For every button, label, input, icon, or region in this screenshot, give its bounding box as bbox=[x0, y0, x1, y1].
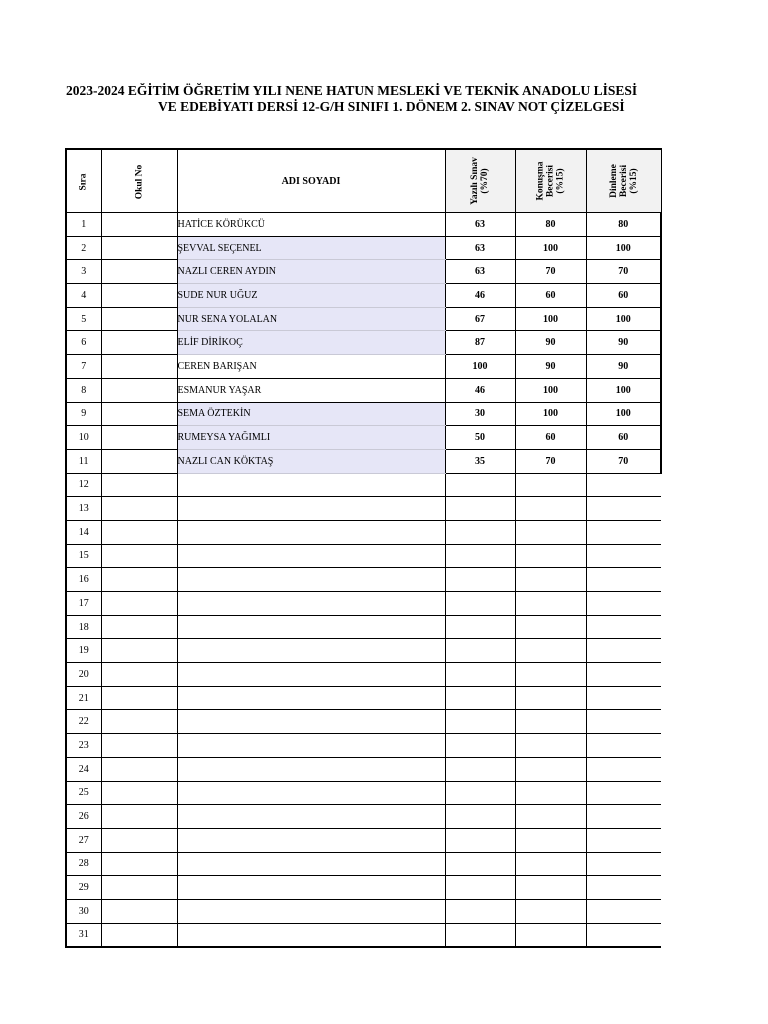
row-dinleme-grade bbox=[586, 497, 661, 521]
row-okul-no bbox=[101, 663, 177, 687]
row-konusma-grade bbox=[515, 923, 586, 947]
row-sira: 13 bbox=[66, 497, 101, 521]
row-yazili-grade bbox=[445, 615, 515, 639]
row-konusma-grade: 80 bbox=[515, 213, 586, 237]
table-row bbox=[66, 355, 661, 379]
row-student-name bbox=[177, 923, 445, 947]
row-yazili-grade bbox=[445, 663, 515, 687]
row-dinleme-grade bbox=[586, 568, 661, 592]
row-konusma-grade bbox=[515, 734, 586, 758]
row-student-name: NAZLI CEREN AYDIN bbox=[177, 260, 445, 284]
row-konusma-grade bbox=[515, 568, 586, 592]
row-yazili-grade bbox=[445, 852, 515, 876]
row-yazili-grade: 46 bbox=[445, 284, 515, 308]
row-student-name bbox=[177, 852, 445, 876]
table-row bbox=[66, 876, 661, 900]
row-dinleme-grade bbox=[586, 781, 661, 805]
table-row bbox=[66, 284, 661, 308]
row-yazili-grade bbox=[445, 923, 515, 947]
row-okul-no bbox=[101, 852, 177, 876]
row-yazili-grade: 30 bbox=[445, 402, 515, 426]
row-okul-no bbox=[101, 781, 177, 805]
row-okul-no bbox=[101, 828, 177, 852]
header-konusma-becerisi: Konuşma Becerisi (%15) bbox=[515, 149, 586, 213]
table-row bbox=[66, 592, 661, 616]
table-row bbox=[66, 378, 661, 402]
table-row bbox=[66, 307, 661, 331]
table-row bbox=[66, 734, 661, 758]
row-konusma-grade bbox=[515, 686, 586, 710]
row-sira: 22 bbox=[66, 710, 101, 734]
row-konusma-grade bbox=[515, 876, 586, 900]
row-okul-no bbox=[101, 520, 177, 544]
row-konusma-grade: 100 bbox=[515, 307, 586, 331]
table-row bbox=[66, 260, 661, 284]
table-row bbox=[66, 899, 661, 923]
row-sira: 9 bbox=[66, 402, 101, 426]
row-sira: 28 bbox=[66, 852, 101, 876]
row-sira: 7 bbox=[66, 355, 101, 379]
row-konusma-grade: 100 bbox=[515, 236, 586, 260]
row-student-name bbox=[177, 781, 445, 805]
row-konusma-grade bbox=[515, 544, 586, 568]
row-yazili-grade: 63 bbox=[445, 236, 515, 260]
table-row bbox=[66, 236, 661, 260]
row-sira: 12 bbox=[66, 473, 101, 497]
row-konusma-grade: 70 bbox=[515, 260, 586, 284]
row-yazili-grade bbox=[445, 734, 515, 758]
row-sira: 23 bbox=[66, 734, 101, 758]
header-adi-soyadi: ADI SOYADI bbox=[177, 149, 445, 213]
row-okul-no bbox=[101, 213, 177, 237]
row-yazili-grade: 46 bbox=[445, 378, 515, 402]
row-okul-no bbox=[101, 497, 177, 521]
row-dinleme-grade bbox=[586, 544, 661, 568]
row-dinleme-grade: 100 bbox=[586, 378, 661, 402]
row-okul-no bbox=[101, 757, 177, 781]
row-okul-no bbox=[101, 568, 177, 592]
row-sira: 21 bbox=[66, 686, 101, 710]
row-dinleme-grade bbox=[586, 734, 661, 758]
row-yazili-grade bbox=[445, 828, 515, 852]
row-okul-no bbox=[101, 876, 177, 900]
table-row bbox=[66, 828, 661, 852]
row-okul-no bbox=[101, 544, 177, 568]
row-yazili-grade bbox=[445, 639, 515, 663]
row-student-name: ŞEVVAL SEÇENEL bbox=[177, 236, 445, 260]
row-yazili-grade bbox=[445, 497, 515, 521]
table-row bbox=[66, 520, 661, 544]
row-sira: 6 bbox=[66, 331, 101, 355]
row-yazili-grade bbox=[445, 710, 515, 734]
row-student-name bbox=[177, 805, 445, 829]
row-sira: 24 bbox=[66, 757, 101, 781]
row-student-name: SUDE NUR UĞUZ bbox=[177, 284, 445, 308]
header-row bbox=[66, 149, 661, 213]
row-dinleme-grade bbox=[586, 686, 661, 710]
row-okul-no bbox=[101, 260, 177, 284]
row-yazili-grade: 67 bbox=[445, 307, 515, 331]
row-konusma-grade: 100 bbox=[515, 402, 586, 426]
row-dinleme-grade: 100 bbox=[586, 307, 661, 331]
header-sira: Sıra bbox=[66, 149, 101, 213]
row-yazili-grade bbox=[445, 592, 515, 616]
table-row bbox=[66, 402, 661, 426]
row-okul-no bbox=[101, 449, 177, 473]
row-student-name bbox=[177, 497, 445, 521]
row-yazili-grade bbox=[445, 899, 515, 923]
row-yazili-grade bbox=[445, 781, 515, 805]
table-row bbox=[66, 449, 661, 473]
table-row bbox=[66, 686, 661, 710]
header-okul-no: Okul No bbox=[101, 149, 177, 213]
row-dinleme-grade: 70 bbox=[586, 260, 661, 284]
row-sira: 27 bbox=[66, 828, 101, 852]
row-student-name bbox=[177, 639, 445, 663]
table-row bbox=[66, 781, 661, 805]
row-sira: 29 bbox=[66, 876, 101, 900]
row-okul-no bbox=[101, 639, 177, 663]
table-row bbox=[66, 639, 661, 663]
grade-sheet-table bbox=[65, 148, 662, 948]
row-konusma-grade: 100 bbox=[515, 378, 586, 402]
row-dinleme-grade bbox=[586, 710, 661, 734]
row-dinleme-grade bbox=[586, 473, 661, 497]
row-dinleme-grade: 100 bbox=[586, 236, 661, 260]
row-sira: 15 bbox=[66, 544, 101, 568]
row-student-name bbox=[177, 544, 445, 568]
table-row bbox=[66, 852, 661, 876]
row-okul-no bbox=[101, 734, 177, 758]
row-okul-no bbox=[101, 378, 177, 402]
row-yazili-grade bbox=[445, 544, 515, 568]
row-sira: 11 bbox=[66, 449, 101, 473]
row-student-name bbox=[177, 899, 445, 923]
row-yazili-grade bbox=[445, 876, 515, 900]
row-student-name bbox=[177, 734, 445, 758]
row-yazili-grade: 87 bbox=[445, 331, 515, 355]
row-student-name bbox=[177, 757, 445, 781]
row-okul-no bbox=[101, 236, 177, 260]
row-student-name bbox=[177, 828, 445, 852]
row-dinleme-grade: 60 bbox=[586, 284, 661, 308]
table-row bbox=[66, 663, 661, 687]
row-sira: 8 bbox=[66, 378, 101, 402]
row-okul-no bbox=[101, 592, 177, 616]
row-yazili-grade bbox=[445, 686, 515, 710]
row-okul-no bbox=[101, 284, 177, 308]
row-dinleme-grade bbox=[586, 592, 661, 616]
row-student-name: ESMANUR YAŞAR bbox=[177, 378, 445, 402]
row-okul-no bbox=[101, 402, 177, 426]
row-sira: 18 bbox=[66, 615, 101, 639]
row-okul-no bbox=[101, 426, 177, 450]
row-student-name bbox=[177, 710, 445, 734]
row-sira: 30 bbox=[66, 899, 101, 923]
row-student-name bbox=[177, 686, 445, 710]
table-row bbox=[66, 213, 661, 237]
row-sira: 2 bbox=[66, 236, 101, 260]
row-konusma-grade bbox=[515, 615, 586, 639]
row-dinleme-grade bbox=[586, 828, 661, 852]
row-yazili-grade bbox=[445, 473, 515, 497]
row-konusma-grade bbox=[515, 781, 586, 805]
row-dinleme-grade bbox=[586, 615, 661, 639]
row-konusma-grade: 90 bbox=[515, 331, 586, 355]
row-okul-no bbox=[101, 923, 177, 947]
row-sira: 25 bbox=[66, 781, 101, 805]
row-okul-no bbox=[101, 473, 177, 497]
row-dinleme-grade bbox=[586, 663, 661, 687]
row-konusma-grade bbox=[515, 899, 586, 923]
row-dinleme-grade bbox=[586, 876, 661, 900]
row-konusma-grade: 60 bbox=[515, 284, 586, 308]
row-konusma-grade bbox=[515, 592, 586, 616]
row-yazili-grade bbox=[445, 805, 515, 829]
row-dinleme-grade bbox=[586, 805, 661, 829]
row-konusma-grade bbox=[515, 828, 586, 852]
row-konusma-grade bbox=[515, 710, 586, 734]
row-yazili-grade bbox=[445, 520, 515, 544]
table-row bbox=[66, 568, 661, 592]
row-student-name: SEMA ÖZTEKİN bbox=[177, 402, 445, 426]
document-title-line1: 2023-2024 EĞİTİM ÖĞRETİM YILI NENE HATUN MESLEKİ VE TEKNİK ANADOLU LİSESİ bbox=[66, 83, 638, 98]
row-konusma-grade bbox=[515, 805, 586, 829]
row-student-name: HATİCE KÖRÜKCÜ bbox=[177, 213, 445, 237]
row-okul-no bbox=[101, 899, 177, 923]
row-dinleme-grade: 90 bbox=[586, 331, 661, 355]
row-dinleme-grade: 60 bbox=[586, 426, 661, 450]
row-okul-no bbox=[101, 710, 177, 734]
row-konusma-grade bbox=[515, 497, 586, 521]
table-row bbox=[66, 710, 661, 734]
row-student-name: CEREN BARIŞAN bbox=[177, 355, 445, 379]
row-yazili-grade: 63 bbox=[445, 260, 515, 284]
row-dinleme-grade bbox=[586, 899, 661, 923]
row-student-name bbox=[177, 568, 445, 592]
row-yazili-grade bbox=[445, 568, 515, 592]
row-dinleme-grade bbox=[586, 852, 661, 876]
row-konusma-grade: 60 bbox=[515, 426, 586, 450]
row-sira: 3 bbox=[66, 260, 101, 284]
row-dinleme-grade bbox=[586, 639, 661, 663]
table-row bbox=[66, 497, 661, 521]
row-okul-no bbox=[101, 805, 177, 829]
row-konusma-grade bbox=[515, 639, 586, 663]
row-dinleme-grade: 90 bbox=[586, 355, 661, 379]
row-konusma-grade bbox=[515, 757, 586, 781]
header-yazili-sinav: Yazılı Sınav (%70) bbox=[445, 149, 515, 213]
table-row bbox=[66, 805, 661, 829]
row-student-name bbox=[177, 615, 445, 639]
row-sira: 10 bbox=[66, 426, 101, 450]
table-row bbox=[66, 544, 661, 568]
row-okul-no bbox=[101, 615, 177, 639]
row-student-name: ELİF DİRİKOÇ bbox=[177, 331, 445, 355]
row-student-name: RUMEYSA YAĞIMLI bbox=[177, 426, 445, 450]
table-row bbox=[66, 426, 661, 450]
row-sira: 19 bbox=[66, 639, 101, 663]
row-okul-no bbox=[101, 686, 177, 710]
row-okul-no bbox=[101, 307, 177, 331]
row-dinleme-grade bbox=[586, 520, 661, 544]
row-sira: 4 bbox=[66, 284, 101, 308]
row-student-name: NUR SENA YOLALAN bbox=[177, 307, 445, 331]
table-row bbox=[66, 615, 661, 639]
row-sira: 31 bbox=[66, 923, 101, 947]
row-konusma-grade bbox=[515, 520, 586, 544]
row-dinleme-grade: 100 bbox=[586, 402, 661, 426]
document-title-line2: VE EDEBİYATI DERSİ 12-G/H SINIFI 1. DÖNEM 2. SINAV NOT ÇİZELGESİ bbox=[158, 99, 625, 114]
row-yazili-grade: 63 bbox=[445, 213, 515, 237]
row-yazili-grade: 50 bbox=[445, 426, 515, 450]
table-row bbox=[66, 473, 661, 497]
row-konusma-grade bbox=[515, 473, 586, 497]
row-sira: 1 bbox=[66, 213, 101, 237]
row-dinleme-grade bbox=[586, 923, 661, 947]
row-yazili-grade: 100 bbox=[445, 355, 515, 379]
row-sira: 5 bbox=[66, 307, 101, 331]
row-student-name bbox=[177, 473, 445, 497]
row-yazili-grade bbox=[445, 757, 515, 781]
row-yazili-grade: 35 bbox=[445, 449, 515, 473]
row-konusma-grade: 90 bbox=[515, 355, 586, 379]
table-row bbox=[66, 331, 661, 355]
row-dinleme-grade: 80 bbox=[586, 213, 661, 237]
row-student-name bbox=[177, 520, 445, 544]
row-dinleme-grade: 70 bbox=[586, 449, 661, 473]
table-row bbox=[66, 757, 661, 781]
row-konusma-grade bbox=[515, 852, 586, 876]
row-sira: 14 bbox=[66, 520, 101, 544]
row-sira: 16 bbox=[66, 568, 101, 592]
row-student-name bbox=[177, 663, 445, 687]
row-sira: 17 bbox=[66, 592, 101, 616]
row-student-name: NAZLI CAN KÖKTAŞ bbox=[177, 449, 445, 473]
row-sira: 20 bbox=[66, 663, 101, 687]
row-student-name bbox=[177, 876, 445, 900]
row-sira: 26 bbox=[66, 805, 101, 829]
row-okul-no bbox=[101, 331, 177, 355]
table-row bbox=[66, 923, 661, 947]
row-konusma-grade bbox=[515, 663, 586, 687]
row-student-name bbox=[177, 592, 445, 616]
row-konusma-grade: 70 bbox=[515, 449, 586, 473]
row-dinleme-grade bbox=[586, 757, 661, 781]
row-okul-no bbox=[101, 355, 177, 379]
header-dinleme-becerisi: Dinleme Becerisi (%15) bbox=[586, 149, 661, 213]
